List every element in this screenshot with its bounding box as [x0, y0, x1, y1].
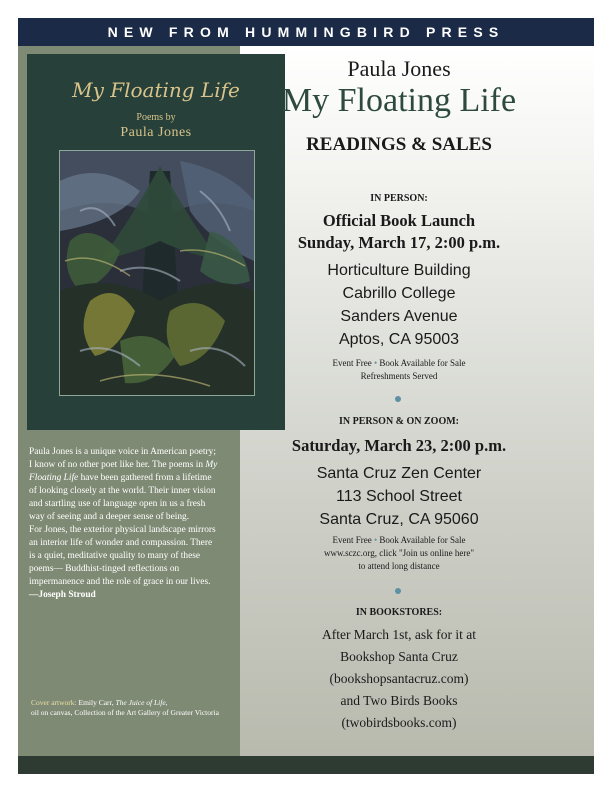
note-line: to attend long distance: [358, 561, 440, 571]
store-line: (bookshopsantacruz.com): [329, 671, 469, 686]
note-text: Book Available for Sale: [379, 358, 466, 368]
blurb-book-title: My Floating Life: [29, 460, 218, 483]
event2-venue: [222, 462, 576, 531]
event1-date: Sunday, March 17, 2:00 p.m.: [297, 233, 501, 252]
blurb-text: Paula Jones is a unique voice in American poetry; I know of no other poet like her. The poems in: [29, 447, 216, 470]
credit-work: The Juice of Life,: [115, 698, 168, 707]
note-line: www.sczc.org, click "Join us online here": [323, 548, 475, 558]
venue-line: 113 School Street: [335, 488, 462, 505]
author-name: Paula Jones: [347, 56, 451, 81]
store-line: (twobirdsbooks.com): [341, 715, 457, 730]
note-line: [222, 357, 576, 370]
blurb-text: have been gathered from a lifetime of looking closely at the world. Their inner vision and startling use of language open in us a fresh way of seeing and a deeper sense of being.: [29, 473, 216, 522]
footer-bar: [18, 756, 594, 774]
store-line: Bookshop Santa Cruz: [340, 649, 458, 664]
event1-name: Official Book Launch: [322, 211, 476, 230]
event1-venue: [222, 259, 576, 351]
bullet-separator: •: [374, 358, 378, 368]
credit-artist: Emily Carr,: [78, 698, 116, 707]
store-line: and Two Birds Books: [340, 693, 458, 708]
event1-label: IN PERSON:: [370, 193, 428, 204]
note-text: Event Free: [332, 535, 372, 545]
divider-dot: [395, 396, 401, 402]
divider-dot: [395, 588, 401, 594]
blurb-paragraph-2: For Jones, the exterior physical landscape mirrors an interior life of wonder and compassion. There is a quiet, meditative quality to many of these poems— Buddhist-tinged reflections on impermanence and the role of grace in our lives.: [29, 525, 216, 587]
event1-notes: [222, 357, 576, 383]
bullet-separator: •: [374, 535, 378, 545]
section-heading: READINGS & SALES: [306, 134, 492, 155]
venue-line: Cabrillo College: [342, 285, 456, 302]
venue-line: Aptos, CA 95003: [338, 331, 460, 348]
note-line: [222, 534, 576, 547]
credit-label: Cover artwork:: [31, 698, 77, 707]
cover-subtitle: Poems by: [136, 112, 176, 123]
blurb-attribution: —Joseph Stroud: [29, 590, 96, 600]
review-blurb: [29, 446, 219, 602]
venue-line: Sanders Avenue: [340, 308, 458, 325]
credit-details: oil on canvas, Collection of the Art Gallery of Greater Victoria: [31, 707, 219, 717]
event2-label: IN PERSON & ON ZOOM:: [339, 416, 459, 427]
cover-author: Paula Jones: [120, 125, 192, 140]
event2-notes: [222, 534, 576, 573]
venue-line: Santa Cruz Zen Center: [316, 465, 482, 482]
note-text: Event Free: [332, 358, 372, 368]
stores-label: IN BOOKSTORES:: [355, 607, 443, 618]
cover-title: My Floating Life: [72, 78, 240, 102]
book-title: My Floating Life: [281, 82, 517, 119]
banner: NEW FROM HUMMINGBIRD PRESS: [18, 18, 594, 46]
event2-date: Saturday, March 23, 2:00 p.m.: [291, 436, 507, 455]
venue-line: Horticulture Building: [327, 262, 471, 279]
cover-credit: [31, 698, 221, 717]
note-line: Refreshments Served: [360, 371, 438, 381]
stores-info: [222, 624, 576, 734]
note-text: Book Available for Sale: [379, 535, 466, 545]
venue-line: Santa Cruz, CA 95060: [319, 511, 479, 528]
store-line: After March 1st, ask for it at: [321, 627, 477, 642]
blurb-paragraph-1: [29, 446, 219, 524]
